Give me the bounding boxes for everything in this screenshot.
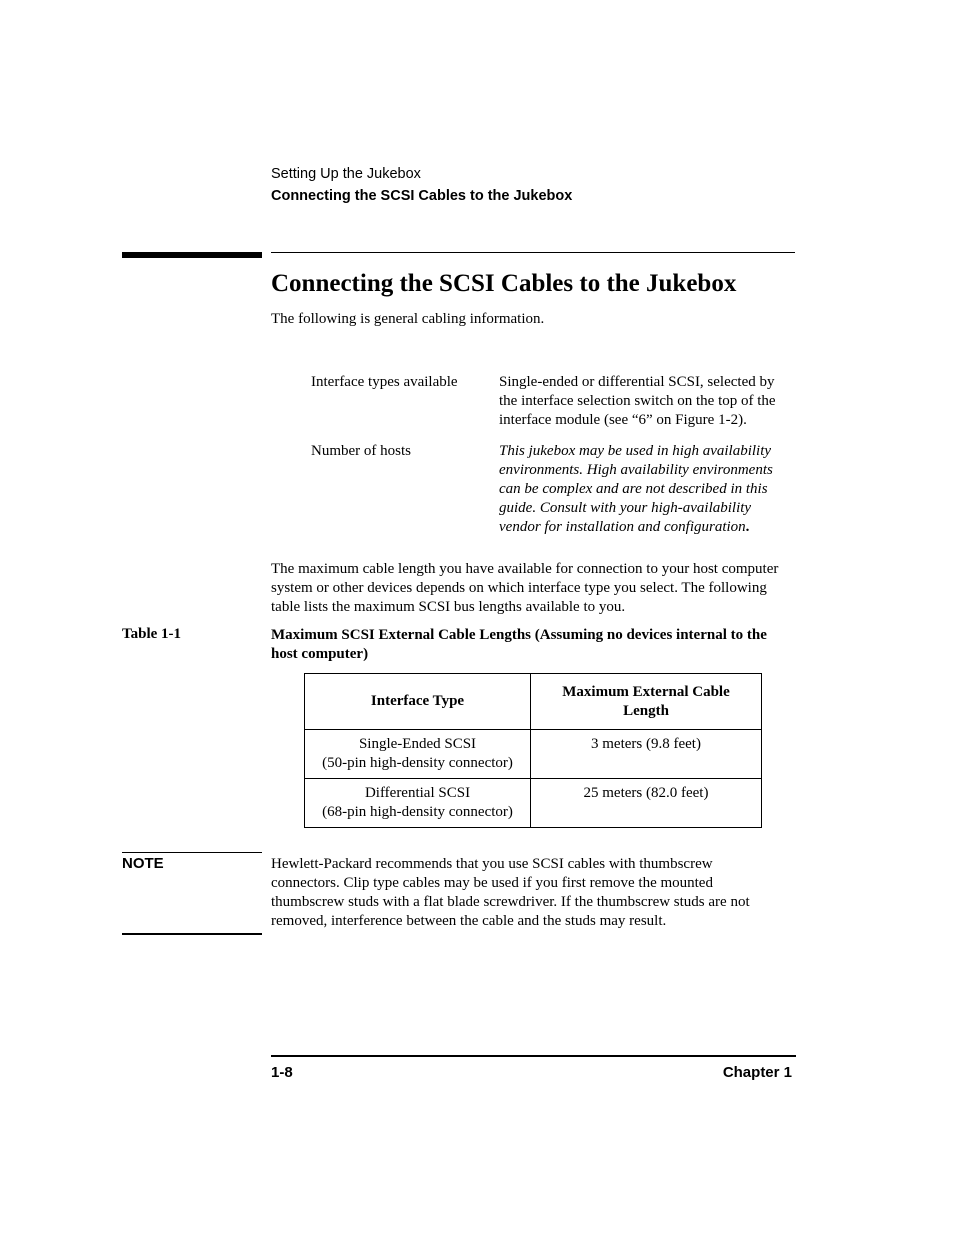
definition-line: environments. High availability environments bbox=[499, 462, 773, 478]
header-line: Length bbox=[623, 702, 669, 719]
intro-text: The following is general cabling information. bbox=[271, 311, 545, 327]
cell-interface-type bbox=[305, 779, 531, 828]
interface-name: Single-Ended SCSI bbox=[358, 736, 477, 752]
table-row bbox=[305, 779, 762, 828]
cell-cable-length: 3 meters (9.8 feet) bbox=[531, 730, 762, 779]
cell-cable-length: 25 meters (82.0 feet) bbox=[531, 779, 762, 828]
note-line: thumbscrew studs with a flat blade screwdriver. If the thumbscrew studs are not bbox=[271, 894, 750, 910]
paragraph-line: system or other devices depends on which interface type you select. The following bbox=[271, 580, 767, 596]
table-title-line: Maximum SCSI External Cable Lengths (Assuming no devices internal to the bbox=[271, 627, 767, 643]
note-rule-bottom bbox=[122, 933, 262, 935]
body-paragraph bbox=[271, 560, 801, 617]
definition-line: This jukebox may be used in high availability bbox=[499, 443, 772, 459]
running-header-chapter: Setting Up the Jukebox bbox=[271, 166, 421, 182]
interface-connector: (50-pin high-density connector) bbox=[322, 755, 513, 771]
note-line: connectors. Clip type cables may be used if you first remove the mounted bbox=[271, 875, 713, 891]
section-rule-thick bbox=[122, 252, 262, 258]
note-line: Hewlett-Packard recommends that you use SCSI cables with thumbscrew bbox=[271, 856, 713, 872]
header-interface-type: Interface Type bbox=[305, 674, 531, 730]
section-heading: Connecting the SCSI Cables to the Jukebox bbox=[271, 270, 737, 297]
note-line: removed, interference between the cable and the studs may result. bbox=[271, 913, 667, 929]
interface-name: Differential SCSI bbox=[364, 785, 471, 801]
note-text bbox=[271, 855, 791, 931]
footer-chapter: Chapter 1 bbox=[722, 1064, 792, 1081]
table-label: Table 1-1 bbox=[122, 626, 182, 642]
definition-line-last bbox=[499, 518, 791, 537]
header-max-cable-length bbox=[531, 674, 762, 730]
table-row bbox=[305, 730, 762, 779]
paragraph-line: table lists the maximum SCSI bus lengths available to you. bbox=[271, 599, 626, 615]
definition-line: Single-ended or differential SCSI, selected by bbox=[499, 374, 775, 390]
definition-line: interface module (see “6” on Figure 1-2). bbox=[499, 412, 747, 428]
definition-term-interface-types: Interface types available bbox=[311, 374, 458, 390]
header-line: Maximum External Cable bbox=[562, 683, 730, 700]
definition-line: vendor for installation and configuration bbox=[499, 519, 746, 535]
footer-rule bbox=[271, 1055, 796, 1057]
interface-connector: (68-pin high-density connector) bbox=[322, 804, 513, 820]
definition-desc-interface-types bbox=[499, 373, 791, 430]
table-title-line: host computer) bbox=[271, 646, 369, 662]
definition-desc-number-of-hosts bbox=[499, 442, 791, 537]
note-rule-top bbox=[122, 852, 262, 853]
table-header-row bbox=[305, 674, 762, 730]
definition-trailing-period: . bbox=[745, 519, 750, 535]
definition-term-number-of-hosts: Number of hosts bbox=[311, 443, 411, 459]
cable-length-table bbox=[304, 673, 762, 828]
note-label: NOTE bbox=[122, 855, 164, 872]
definition-line: can be complex and are not described in this bbox=[499, 481, 768, 497]
running-header-section: Connecting the SCSI Cables to the Jukebox bbox=[271, 188, 573, 204]
section-rule-thin bbox=[271, 252, 795, 253]
definition-line: the interface selection switch on the top of the bbox=[499, 393, 776, 409]
paragraph-line: The maximum cable length you have available for connection to your host computer bbox=[271, 561, 779, 577]
table-title bbox=[271, 626, 796, 664]
page-number: 1-8 bbox=[271, 1064, 293, 1081]
cell-interface-type bbox=[305, 730, 531, 779]
definition-line: guide. Consult with your high-availability bbox=[499, 500, 752, 516]
